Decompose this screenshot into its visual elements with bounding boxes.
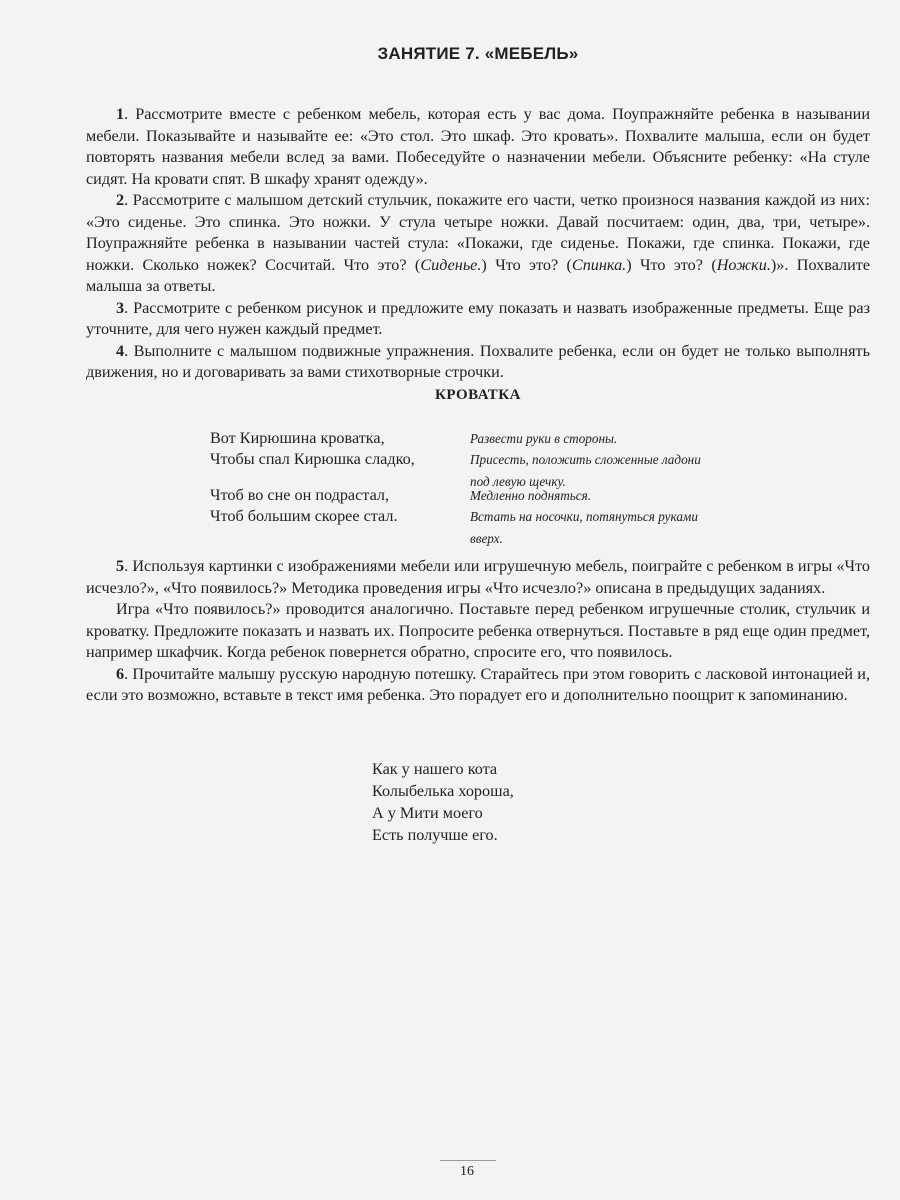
poem-line: Чтоб во сне он подрастал, bbox=[210, 486, 390, 504]
poem-action: Встать на носочки, потянуться руками вверх. bbox=[470, 509, 698, 546]
paragraph-3 bbox=[86, 298, 870, 341]
paragraph-text: . Выполните с малышом подвижные упражнения. Похвалите ребенка, если он будет не только выполнять движения, но и договаривать за вами стихотворные строчки. bbox=[86, 341, 870, 381]
paragraph-text: Игра «Что появилось?» проводится аналогично. Поставьте перед ребенком игрушечные столик, стульчик и кроватку. Предложите показать и назвать их. Попросите ребенка отвернуться. Поставьте в ряд еще один предмет, например шкафчик. Когда ребенок повернется обратно, спросите его, что появилось. bbox=[86, 600, 870, 661]
paragraph-text: . Рассмотрите с ребенком рисунок и предложите ему показать и назвать изображенные предметы. Еще раз уточните, для чего нужен каждый предмет. bbox=[86, 298, 870, 338]
paragraph-6 bbox=[86, 664, 870, 707]
item-number: 2 bbox=[116, 191, 125, 209]
poem-action: Присесть, положить сложенные ладони под левую щечку. bbox=[470, 452, 701, 489]
italic-answer: Ножки. bbox=[716, 255, 771, 274]
paragraph-5 bbox=[86, 556, 870, 599]
paragraph-text: ) Что это? ( bbox=[626, 255, 717, 274]
rhyme-line: Колыбелька хороша, bbox=[372, 782, 514, 800]
item-number: 5 bbox=[116, 557, 125, 575]
paragraph-text: . Прочитайте малышу русскую народную потешку. Старайтесь при этом говорить с ласковой интонацией и, если это возможно, вставьте в текст имя ребенка. Это порадует его и дополнительно поощрит к запоминанию. bbox=[86, 664, 870, 704]
footer-divider bbox=[440, 1160, 496, 1161]
paragraph-text: ) Что это? ( bbox=[481, 255, 572, 274]
page-number: 16 bbox=[460, 1164, 474, 1179]
poem-title: КРОВАТКА bbox=[435, 387, 521, 403]
rhyme-line: Есть получше его. bbox=[372, 826, 498, 844]
nursery-rhyme bbox=[372, 758, 514, 846]
poem-action: Развести руки в стороны. bbox=[470, 431, 618, 446]
rhyme-line: А у Мити моего bbox=[372, 804, 483, 822]
poem-action: Медленно подняться. bbox=[470, 488, 592, 503]
rhyme-line: Как у нашего кота bbox=[372, 760, 498, 778]
poem-line: Чтобы спал Кирюшка сладко, bbox=[210, 450, 415, 468]
paragraph-text: . Используя картинки с изображениями мебели или игрушечную мебель, поиграйте с ребенком в игры «Что исчезло?», «Что появилось?» Методика проведения игры «Что исчезло?» описана в предыдущих заданиях. bbox=[86, 557, 870, 597]
poem-line: Чтоб большим скорее стал. bbox=[210, 507, 398, 525]
italic-answer: Сиденье. bbox=[420, 255, 482, 274]
page-title: ЗАНЯТИЕ 7. «МЕБЕЛЬ» bbox=[377, 44, 579, 63]
paragraph-text: . Рассмотрите с малышом детский стульчик, покажите его части, четко произнося названия каждой из них: «Это сиденье. Это спинка. Это ножки. У стула четыре ножки. Давай посчитаем: один, два, три, четыре». Поупражняйте ребенка в назывании частей стула: «Покажи, где сиденье. Покажи, где спинка. Покажи, где ножки. Сколько ножек? Сосчитай. Что это? ( bbox=[86, 191, 870, 274]
italic-answer: Спинка. bbox=[571, 255, 627, 274]
paragraph-text: )». Похвалите малыша за ответы. bbox=[86, 255, 871, 295]
poem-line: Вот Кирюшина кроватка, bbox=[210, 429, 385, 447]
item-number: 3 bbox=[116, 298, 125, 317]
paragraph-2 bbox=[86, 190, 870, 298]
paragraph-5b bbox=[86, 599, 870, 664]
item-number: 4 bbox=[116, 341, 125, 360]
item-number: 1 bbox=[116, 105, 125, 123]
instructions-block-2 bbox=[86, 556, 870, 707]
item-number: 6 bbox=[116, 664, 125, 683]
paragraph-text: . Рассмотрите вместе с ребенком мебель, которая есть у вас дома. Поупражняйте ребенка в назывании мебели. Показывайте и называйте ее: «Это стол. Это шкаф. Это кровать». Похвалите малыша, если он будет повторять названия мебели вслед за вами. Побеседуйте о назначении мебели. Объясните ребенку: «На стуле сидят. На кровати спят. В шкафу хранят одежду». bbox=[86, 105, 870, 188]
paragraph-4 bbox=[86, 341, 870, 384]
instructions-block-1 bbox=[86, 104, 870, 384]
paragraph-1 bbox=[86, 104, 870, 190]
